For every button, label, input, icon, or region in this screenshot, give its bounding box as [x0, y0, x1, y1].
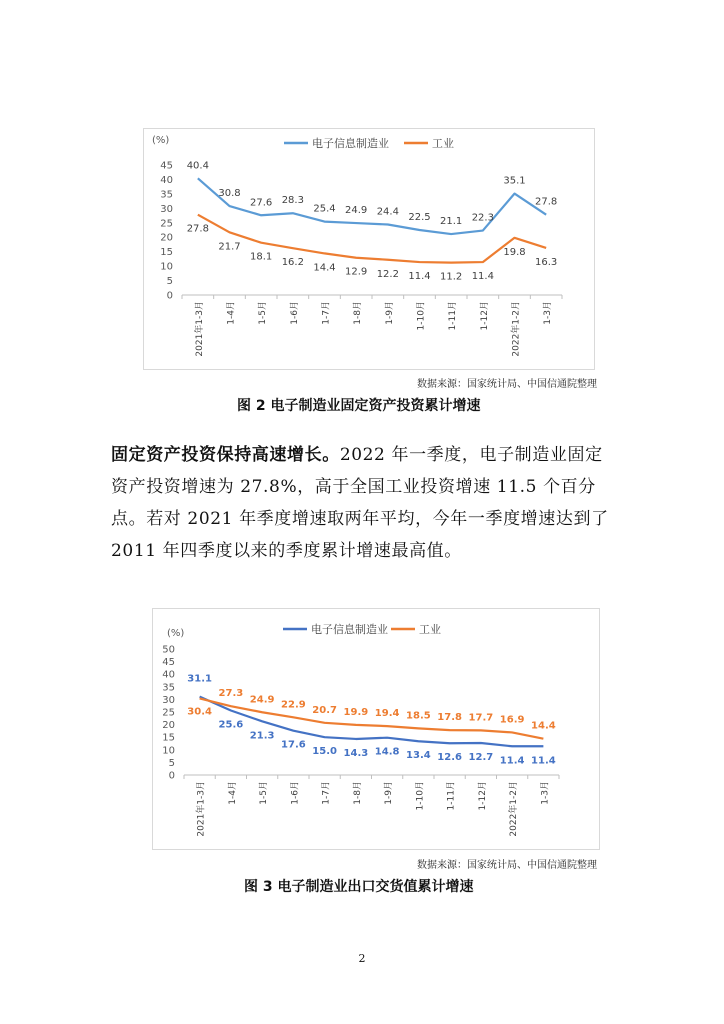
chart-1-source: 数据来源：国家统计局、中国信通院整理	[417, 379, 597, 390]
chart-1-container	[143, 128, 595, 370]
data-label: 18.1	[250, 251, 273, 263]
y-unit-label: (%)	[167, 628, 185, 639]
data-label: 22.3	[471, 212, 494, 224]
data-label: 12.7	[468, 751, 494, 763]
data-label: 17.7	[468, 712, 494, 724]
y-tick-label: 0	[166, 290, 173, 302]
data-label: 12.2	[376, 268, 399, 280]
data-label: 35.1	[503, 175, 526, 187]
y-tick-label: 15	[162, 732, 175, 744]
y-tick-label: 0	[168, 770, 175, 782]
y-tick-label: 25	[162, 707, 175, 719]
data-label: 11.4	[471, 271, 494, 283]
x-tick-label: 1-8月	[352, 781, 363, 805]
x-tick-label: 1-10月	[415, 781, 426, 811]
data-label: 14.4	[531, 720, 556, 732]
y-tick-label: 45	[160, 160, 173, 172]
x-tick-label: 2022年1-2月	[509, 781, 520, 837]
chart-2-caption: 图 3 电子制造业出口交货值累计增速	[244, 879, 474, 895]
y-tick-label: 40	[162, 669, 175, 681]
data-label: 24.4	[376, 206, 399, 218]
data-label: 28.3	[281, 195, 304, 207]
data-label: 16.2	[281, 257, 304, 269]
data-label: 40.4	[186, 160, 209, 172]
data-label: 17.8	[437, 712, 462, 724]
chart-2-source: 数据来源：国家统计局、中国信通院整理	[417, 860, 597, 871]
x-tick-label: 1-7月	[321, 781, 332, 805]
data-label: 15.0	[312, 746, 337, 758]
data-label: 20.7	[312, 704, 337, 716]
x-tick-label: 2022年1-2月	[511, 301, 522, 357]
data-label: 11.4	[408, 271, 431, 283]
data-label: 12.9	[345, 266, 368, 278]
y-tick-label: 25	[160, 218, 173, 230]
data-label: 27.3	[218, 688, 244, 700]
y-tick-label: 20	[162, 720, 175, 732]
body-paragraph	[111, 439, 615, 567]
x-tick-label: 1-8月	[353, 301, 364, 325]
y-tick-label: 20	[160, 232, 173, 244]
x-tick-label: 1-12月	[479, 301, 490, 331]
data-label: 21.7	[218, 241, 241, 253]
x-tick-label: 1-5月	[258, 301, 269, 325]
y-tick-label: 30	[162, 694, 175, 706]
data-label: 17.6	[281, 739, 306, 751]
legend-label: 工业	[419, 623, 441, 636]
data-label: 25.6	[218, 719, 244, 731]
x-tick-label: 1-6月	[290, 781, 301, 805]
chart-1	[144, 129, 594, 369]
y-unit-label: (%)	[152, 135, 170, 146]
data-label: 14.8	[374, 746, 400, 758]
data-label: 18.5	[406, 710, 431, 722]
data-label: 14.4	[313, 262, 336, 274]
y-tick-label: 10	[162, 745, 175, 757]
y-tick-label: 40	[160, 174, 173, 186]
data-label: 14.3	[343, 747, 369, 759]
y-tick-label: 35	[160, 189, 173, 201]
x-tick-label: 1-7月	[321, 301, 332, 325]
chart-2	[153, 609, 599, 849]
x-tick-label: 1-10月	[416, 301, 427, 331]
data-label: 19.8	[503, 246, 526, 258]
data-label: 27.8	[535, 196, 558, 208]
y-tick-label: 45	[162, 657, 175, 669]
y-tick-label: 35	[162, 682, 175, 694]
x-tick-label: 1-6月	[289, 301, 300, 325]
data-label: 22.5	[408, 212, 431, 223]
paragraph-lead: 固定资产投资保持高速增长。	[111, 445, 340, 465]
data-label: 11.2	[440, 271, 463, 283]
x-tick-label: 1-11月	[448, 301, 459, 331]
data-label: 27.8	[186, 223, 209, 235]
data-label: 19.4	[374, 708, 400, 720]
data-label: 21.1	[440, 216, 463, 228]
legend-label: 工业	[432, 137, 454, 150]
y-tick-label: 15	[160, 247, 173, 259]
data-label: 24.9	[249, 694, 275, 706]
x-tick-label: 1-3月	[540, 781, 551, 805]
data-label: 11.4	[499, 755, 525, 767]
x-tick-label: 1-11月	[446, 781, 457, 811]
x-tick-label: 1-4月	[226, 301, 237, 325]
page-number: 2	[358, 952, 366, 965]
y-tick-label: 50	[162, 644, 175, 656]
y-tick-label: 5	[168, 757, 175, 769]
data-label: 30.4	[187, 706, 212, 718]
y-tick-label: 10	[160, 261, 173, 273]
legend-label: 电子信息制造业	[311, 623, 388, 636]
y-tick-label: 5	[166, 276, 173, 288]
legend-label: 电子信息制造业	[312, 137, 389, 150]
x-tick-label: 1-9月	[384, 781, 395, 805]
y-tick-label: 30	[160, 203, 173, 215]
data-label: 21.3	[249, 730, 275, 742]
x-tick-label: 2021年1-3月	[196, 781, 207, 837]
data-label: 30.8	[218, 188, 241, 200]
chart-2-container	[152, 608, 600, 850]
data-label: 16.3	[535, 256, 558, 268]
paragraph-body: 2022 年一季度，电子制造业固定资产投资增速为 27.8%，高于全国工业投资增速 11.5 个百分点。若对 2021 年季度增速取两年平均，今年一季度增速达到了 2011 年四季度以来的季度累计增速最高值。	[111, 445, 609, 561]
data-label: 25.4	[313, 203, 336, 215]
x-tick-label: 1-9月	[384, 301, 395, 325]
data-label: 31.1	[187, 673, 212, 685]
x-tick-label: 2021年1-3月	[194, 301, 205, 357]
data-label: 19.9	[343, 706, 369, 718]
chart-1-caption: 图 2 电子制造业固定资产投资累计增速	[237, 398, 481, 414]
x-tick-label: 1-12月	[477, 781, 488, 811]
x-tick-label: 1-5月	[259, 781, 270, 805]
data-label: 22.9	[281, 699, 306, 711]
data-label: 16.9	[499, 714, 525, 726]
data-label: 11.4	[531, 755, 556, 767]
x-tick-label: 1-4月	[227, 781, 238, 805]
data-label: 24.9	[345, 205, 368, 217]
data-label: 12.6	[437, 752, 462, 764]
x-tick-label: 1-3月	[543, 301, 554, 325]
data-label: 27.6	[250, 197, 273, 209]
data-label: 13.4	[406, 750, 431, 762]
